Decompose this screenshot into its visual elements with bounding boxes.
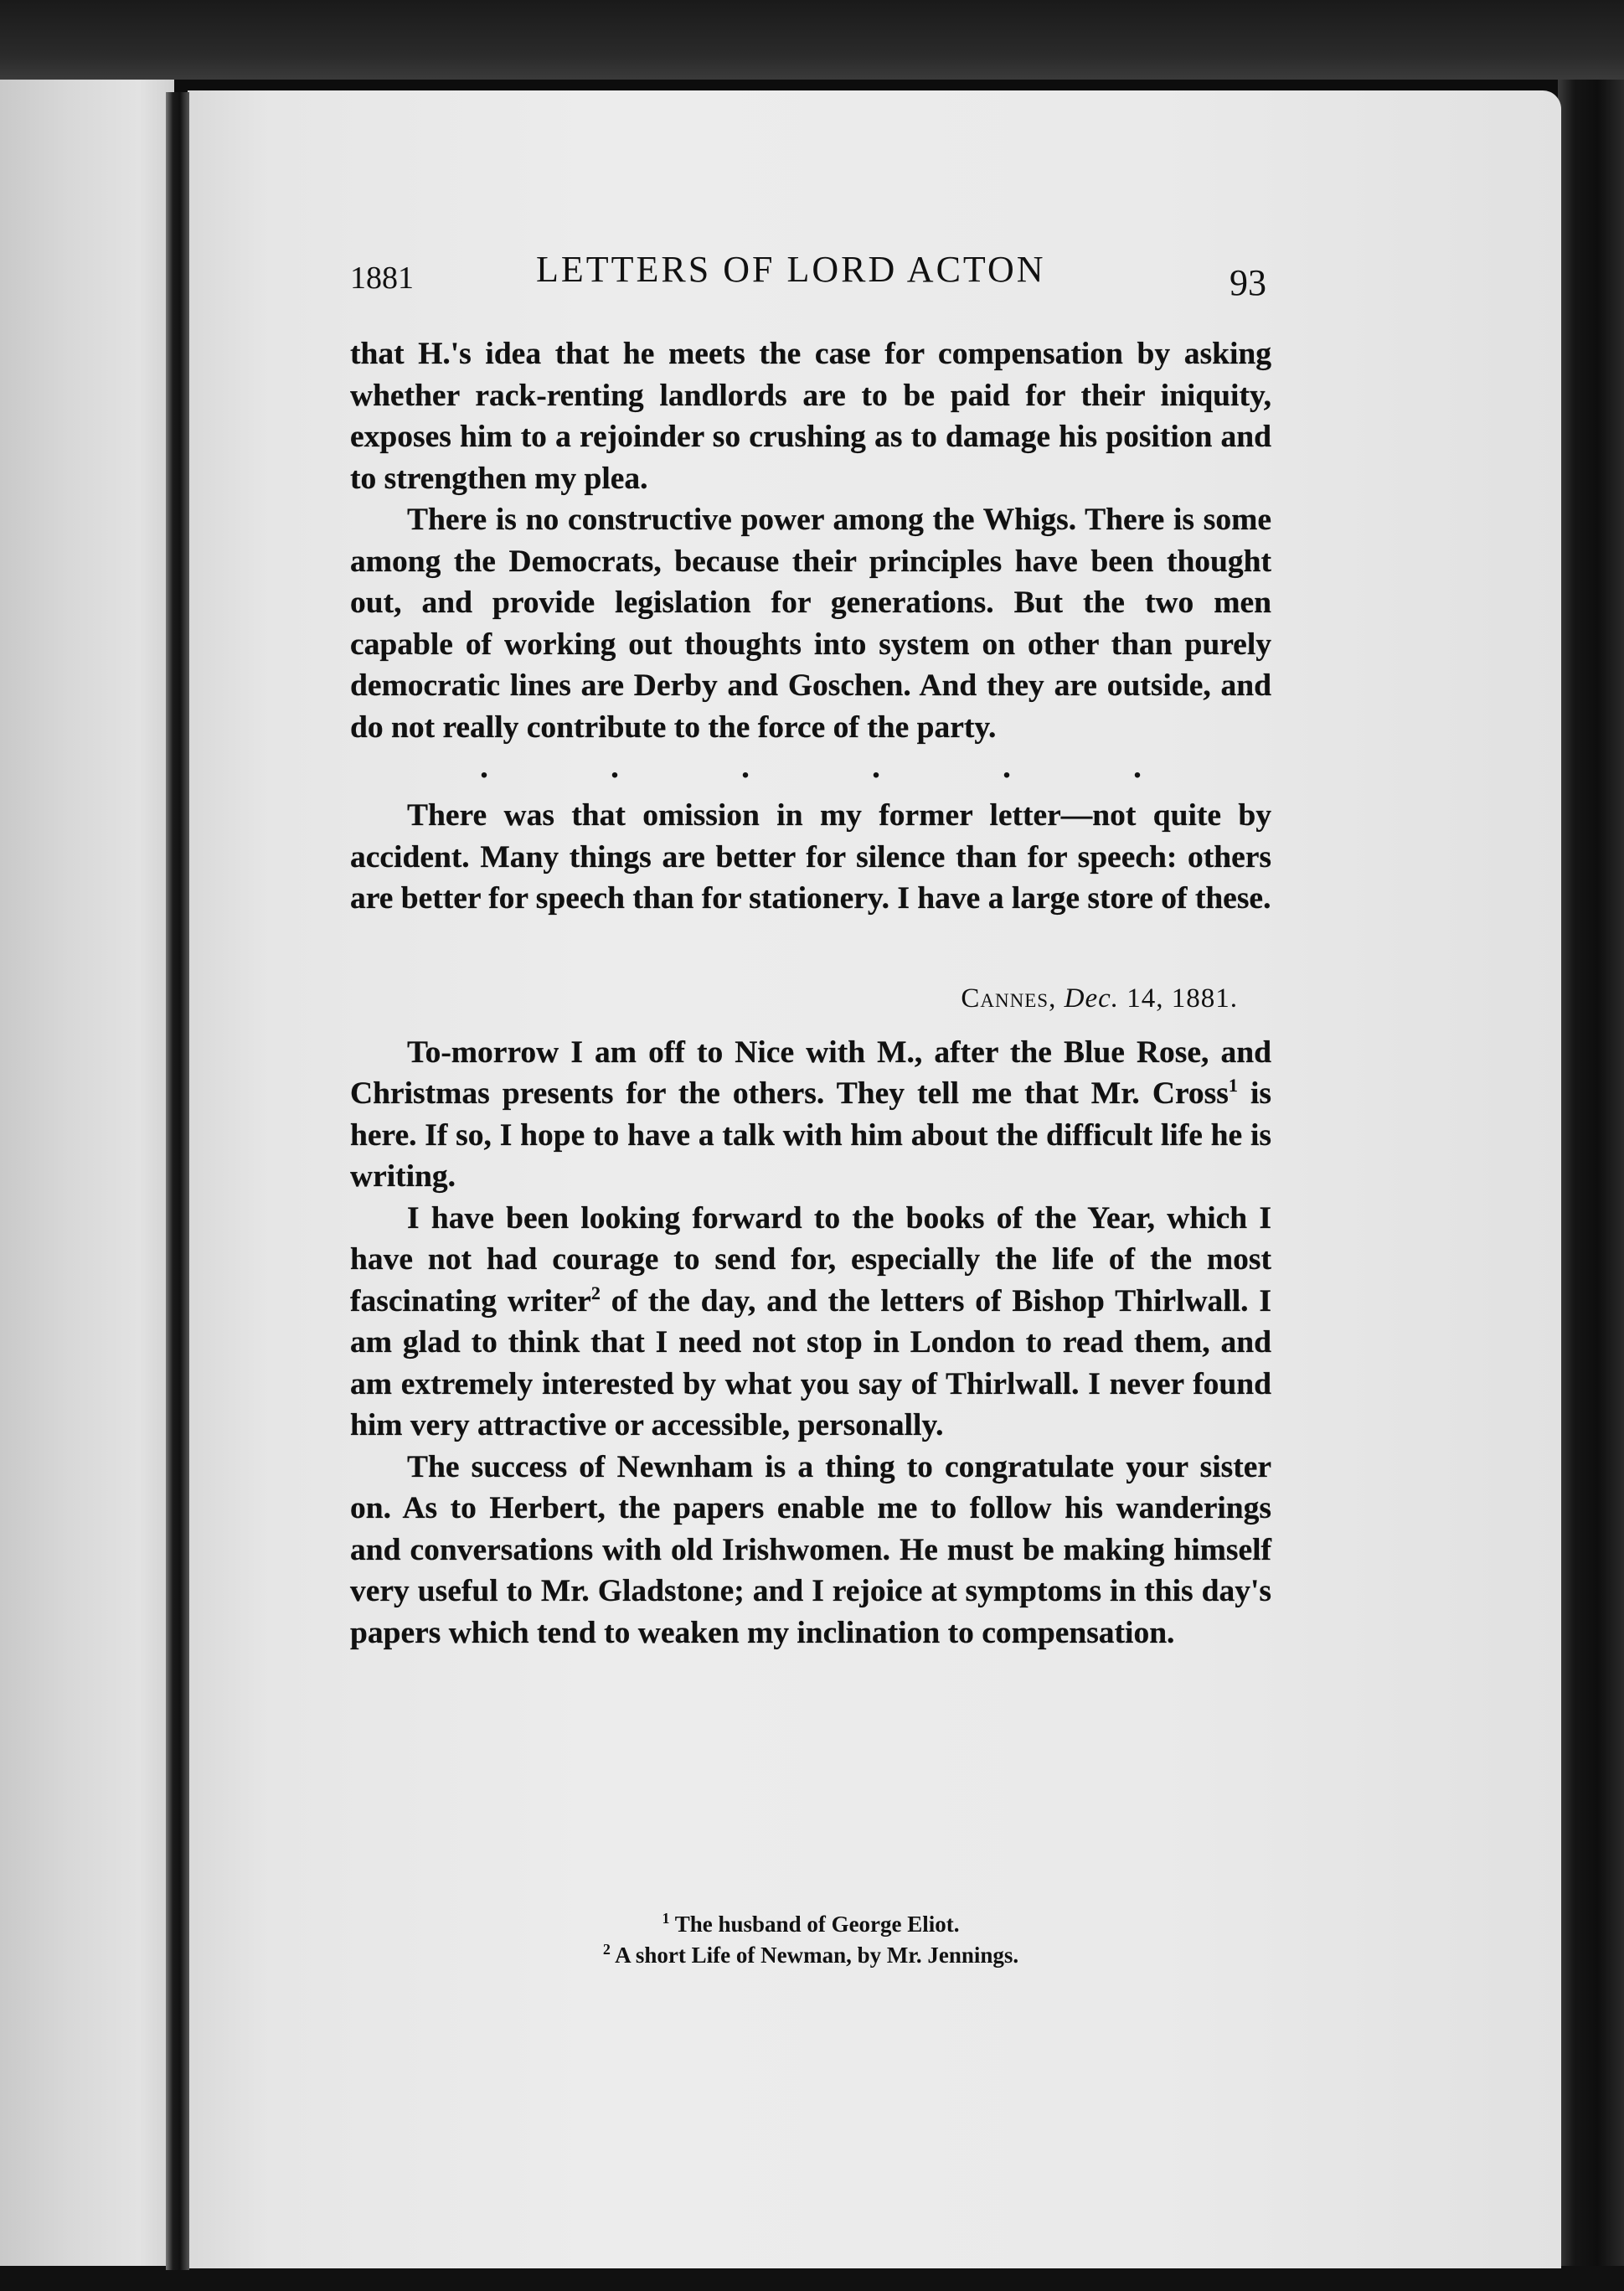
footnote-ref: 1: [1228, 1075, 1238, 1096]
letter-dateline: Cannes, Dec. 14, 1881.: [961, 983, 1238, 1014]
footnote-1: [350, 1909, 1271, 1940]
paragraph-newnham: The success of Newnham is a thing to congratulate your sister on. As to Herbert, the papers enable me to follow his wanderings and conversations with old Irishwomen. He must be making himself very useful to Mr. Gladstone; and I rejoice at symptoms in this day's papers which tend to weaken my inclination to compensation.: [350, 1449, 1271, 1650]
paragraph-omission: There was that omission in my former letter—not quite by accident. Many things are better for silence than for speech: others are better for speech than for stationery. I have a large store of these.: [350, 798, 1271, 916]
ellipsis-dot: .: [741, 747, 750, 785]
page-gutter: [166, 92, 189, 2270]
paragraph-nice: [350, 1032, 1271, 1198]
paragraph-books: [350, 1198, 1271, 1447]
header-year: 1881: [350, 261, 414, 296]
ellipsis-dot: .: [1133, 747, 1142, 785]
footnote-2: [350, 1940, 1271, 1971]
book-fore-edge: [1558, 80, 1624, 2291]
footnote-ref: 2: [590, 1282, 601, 1303]
ellipsis-dot: .: [480, 747, 488, 785]
dateline-date: 14, 1881.: [1126, 983, 1238, 1014]
footnote-text: The husband of George Eliot.: [674, 1912, 960, 1937]
paragraph-text: of the day, and the letters of Bishop Thirlwall. I am glad to think that I need not stop in London to read them, and am extremely interested by what you say of Thirlwall. I never found him very attractive or accessible, personally.: [350, 1283, 1271, 1442]
running-title: LETTERS OF LORD ACTON: [536, 249, 1046, 290]
paragraph-whigs: There is no constructive power among the Whigs. There is some among the Democrats, because their principles have been thought out, and provide legislation for generations. But the two men capable of working out thoughts into system on other than purely democratic lines are Derby and Goschen. And they are outside, and do not really contribute to the force of the party.: [350, 503, 1271, 745]
ellipsis-break: [480, 748, 1142, 785]
paragraph-continued: that H.'s idea that he meets the case for compensation by asking whether rack-renting landlords are to be paid for their iniquity, exposes him to a rejoinder so crushing as to damage his position and to strengthen my plea.: [350, 337, 1271, 496]
ellipsis-dot: .: [611, 747, 619, 785]
facing-page-edge: [0, 80, 174, 2266]
dateline-month: Dec.: [1064, 983, 1119, 1014]
footnotes: [350, 1909, 1271, 1971]
dateline-place: Cannes: [961, 983, 1049, 1014]
footnote-mark: 2: [602, 1941, 611, 1958]
footnote-mark: 1: [662, 1910, 670, 1927]
ellipsis-dot: .: [1003, 747, 1011, 785]
page-body: [350, 333, 1271, 1654]
footnote-text: A short Life of Newman, by Mr. Jennings.: [615, 1943, 1019, 1968]
paragraph-text: I have been looking forward to the books of the Year, which I have not had courage to send for, especially the life of the most fascinating writer: [350, 1200, 1271, 1318]
ellipsis-dot: .: [872, 747, 880, 785]
paragraph-text: is here. If so, I hope to have a talk with him about the difficult life he is writing.: [350, 1076, 1271, 1194]
scanner-bottom-border: [0, 2266, 1624, 2291]
page-header: [350, 248, 1271, 315]
paragraph-text: To-morrow I am off to Nice with M., after the Blue Rose, and Christmas presents for the others. They tell me that Mr. Cross: [350, 1035, 1271, 1111]
page-number: 93: [1230, 262, 1266, 303]
scanner-top-border: [0, 0, 1624, 80]
